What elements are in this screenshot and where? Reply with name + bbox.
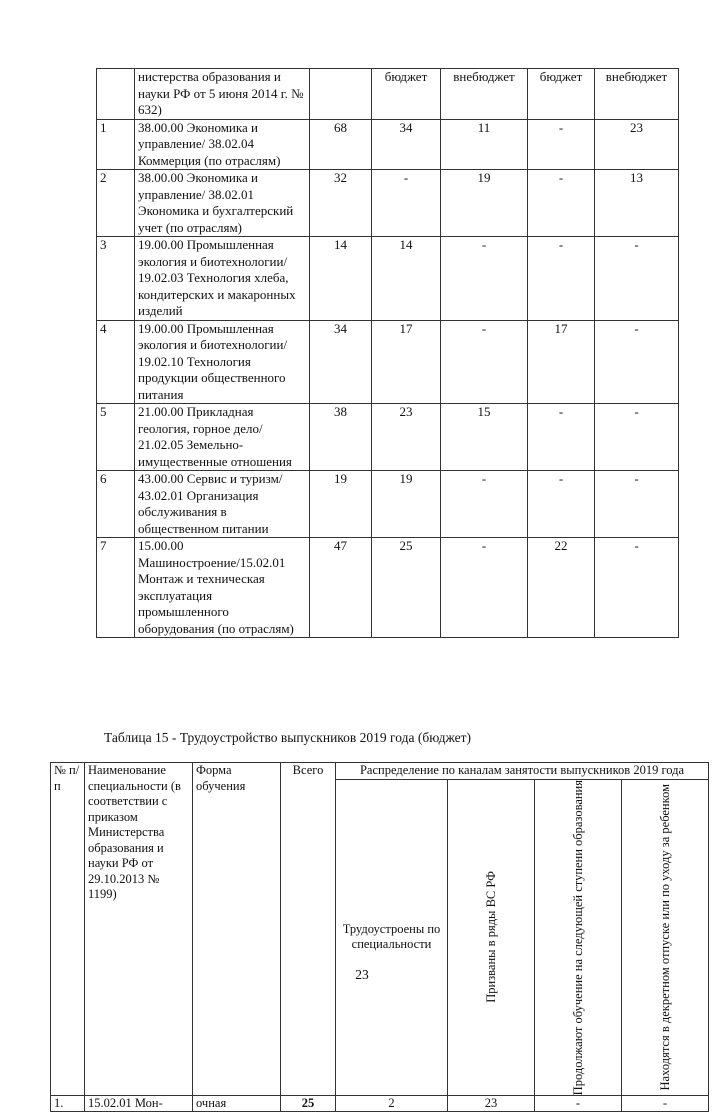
continue-cell: - <box>535 1095 622 1112</box>
header-distribution: Распределение по каналам занятости выпускников 2019 года <box>336 763 709 780</box>
budget-cell: 19 <box>372 471 441 538</box>
extra-budget-cell: - <box>595 237 679 321</box>
budget-cell: - <box>528 119 595 170</box>
budget-cell: 25 <box>372 538 441 638</box>
header-continue: Продолжают обучение на следующей ступени образования <box>571 779 585 1095</box>
table-row <box>97 119 679 170</box>
graduates-distribution-table-continued <box>96 68 679 638</box>
row-number: 4 <box>97 320 135 404</box>
header-cell: бюджет <box>372 69 441 120</box>
page-number: 23 <box>355 967 369 982</box>
header-cell <box>310 69 372 120</box>
specialty-name: 19.00.00 Промышленная экология и биотехнологии/ 19.02.10 Технология продукции общественного питания <box>135 320 310 404</box>
extra-budget-cell: - <box>595 320 679 404</box>
extra-budget-cell: - <box>441 320 528 404</box>
extra-budget-cell: - <box>441 237 528 321</box>
budget-cell: - <box>372 170 441 237</box>
budget-cell: 23 <box>372 404 441 471</box>
extra-budget-cell: - <box>441 538 528 638</box>
budget-cell: - <box>528 170 595 237</box>
budget-cell: 22 <box>528 538 595 638</box>
extra-budget-cell: 13 <box>595 170 679 237</box>
specialty-name: 15.00.00 Машиностроение/15.02.01 Монтаж и техническая эксплуатация промышленного оборудования (по отраслям) <box>135 538 310 638</box>
header-continue-cell <box>535 779 622 1095</box>
row-number: 1 <box>97 119 135 170</box>
table-row <box>97 471 679 538</box>
header-leave-cell <box>622 779 709 1095</box>
total-cell: 38 <box>310 404 372 471</box>
row-number: 5 <box>97 404 135 471</box>
row-number: 3 <box>97 237 135 321</box>
extra-budget-cell: 11 <box>441 119 528 170</box>
budget-cell: - <box>528 471 595 538</box>
header-cell: внебюджет <box>441 69 528 120</box>
extra-budget-cell: - <box>595 471 679 538</box>
header-cell: бюджет <box>528 69 595 120</box>
total-cell: 25 <box>281 1095 336 1112</box>
table-caption: Таблица 15 - Трудоустройство выпускников 2019 года (бюджет) <box>104 730 472 745</box>
specialty-name: 43.00.00 Сервис и туризм/ 43.02.01 Организация обслуживания в общественном питании <box>135 471 310 538</box>
extra-budget-cell: - <box>595 538 679 638</box>
specialty-name: 19.00.00 Промышленная экология и биотехнологии/ 19.02.03 Технология хлеба, кондитерских и макаронных изделий <box>135 237 310 321</box>
table-row <box>97 170 679 237</box>
extra-budget-cell: 19 <box>441 170 528 237</box>
table-header-row <box>97 69 679 120</box>
header-employed: Трудоустроены по специальности <box>336 779 448 1095</box>
army-cell: 23 <box>448 1095 535 1112</box>
study-form: очная <box>193 1095 281 1112</box>
total-cell: 68 <box>310 119 372 170</box>
row-number: 1. <box>51 1095 85 1112</box>
employed-cell: 2 <box>336 1095 448 1112</box>
specialty-name: 38.00.00 Экономика и управление/ 38.02.01 Экономика и бухгалтерский учет (по отраслям) <box>135 170 310 237</box>
header-specialty: Наименование специальности (в соответствии с приказом Министерства образования и науки РФ от 29.10.2013 № 1199) <box>85 763 193 1096</box>
extra-budget-cell: 23 <box>595 119 679 170</box>
total-cell: 19 <box>310 471 372 538</box>
graduate-employment-table <box>50 762 709 1112</box>
budget-cell: 34 <box>372 119 441 170</box>
extra-budget-cell: 15 <box>441 404 528 471</box>
header-cell: внебюджет <box>595 69 679 120</box>
budget-cell: 14 <box>372 237 441 321</box>
header-cell <box>97 69 135 120</box>
specialty-name: 38.00.00 Экономика и управление/ 38.02.04 Коммерция (по отраслям) <box>135 119 310 170</box>
table-row <box>97 237 679 321</box>
row-number: 2 <box>97 170 135 237</box>
row-number: 7 <box>97 538 135 638</box>
specialty-name: 15.02.01 Мон- <box>85 1095 193 1112</box>
extra-budget-cell: - <box>441 471 528 538</box>
total-cell: 34 <box>310 320 372 404</box>
table-row <box>97 404 679 471</box>
leave-cell: - <box>622 1095 709 1112</box>
header-study-form: Форма обучения <box>193 763 281 1096</box>
specialty-name: 21.00.00 Прикладная геология, горное дело/ 21.02.05 Земельно-имущественные отношения <box>135 404 310 471</box>
header-cell: нистерства образования и науки РФ от 5 июня 2014 г. № 632) <box>135 69 310 120</box>
header-leave: Находятся в декретном отпуске или по уходу за ребенком <box>658 783 673 1091</box>
total-cell: 47 <box>310 538 372 638</box>
total-cell: 14 <box>310 237 372 321</box>
total-cell: 32 <box>310 170 372 237</box>
header-number: № п/п <box>51 763 85 1096</box>
budget-cell: 17 <box>528 320 595 404</box>
table-header-row <box>51 763 709 780</box>
budget-cell: - <box>528 237 595 321</box>
header-total: Всего <box>281 763 336 1096</box>
budget-cell: - <box>528 404 595 471</box>
header-army: Призваны в ряды ВС РФ <box>484 871 498 1004</box>
budget-cell: 17 <box>372 320 441 404</box>
table-row <box>51 1095 709 1112</box>
extra-budget-cell: - <box>595 404 679 471</box>
table-row <box>97 320 679 404</box>
row-number: 6 <box>97 471 135 538</box>
table-row <box>97 538 679 638</box>
header-army-cell <box>448 779 535 1095</box>
